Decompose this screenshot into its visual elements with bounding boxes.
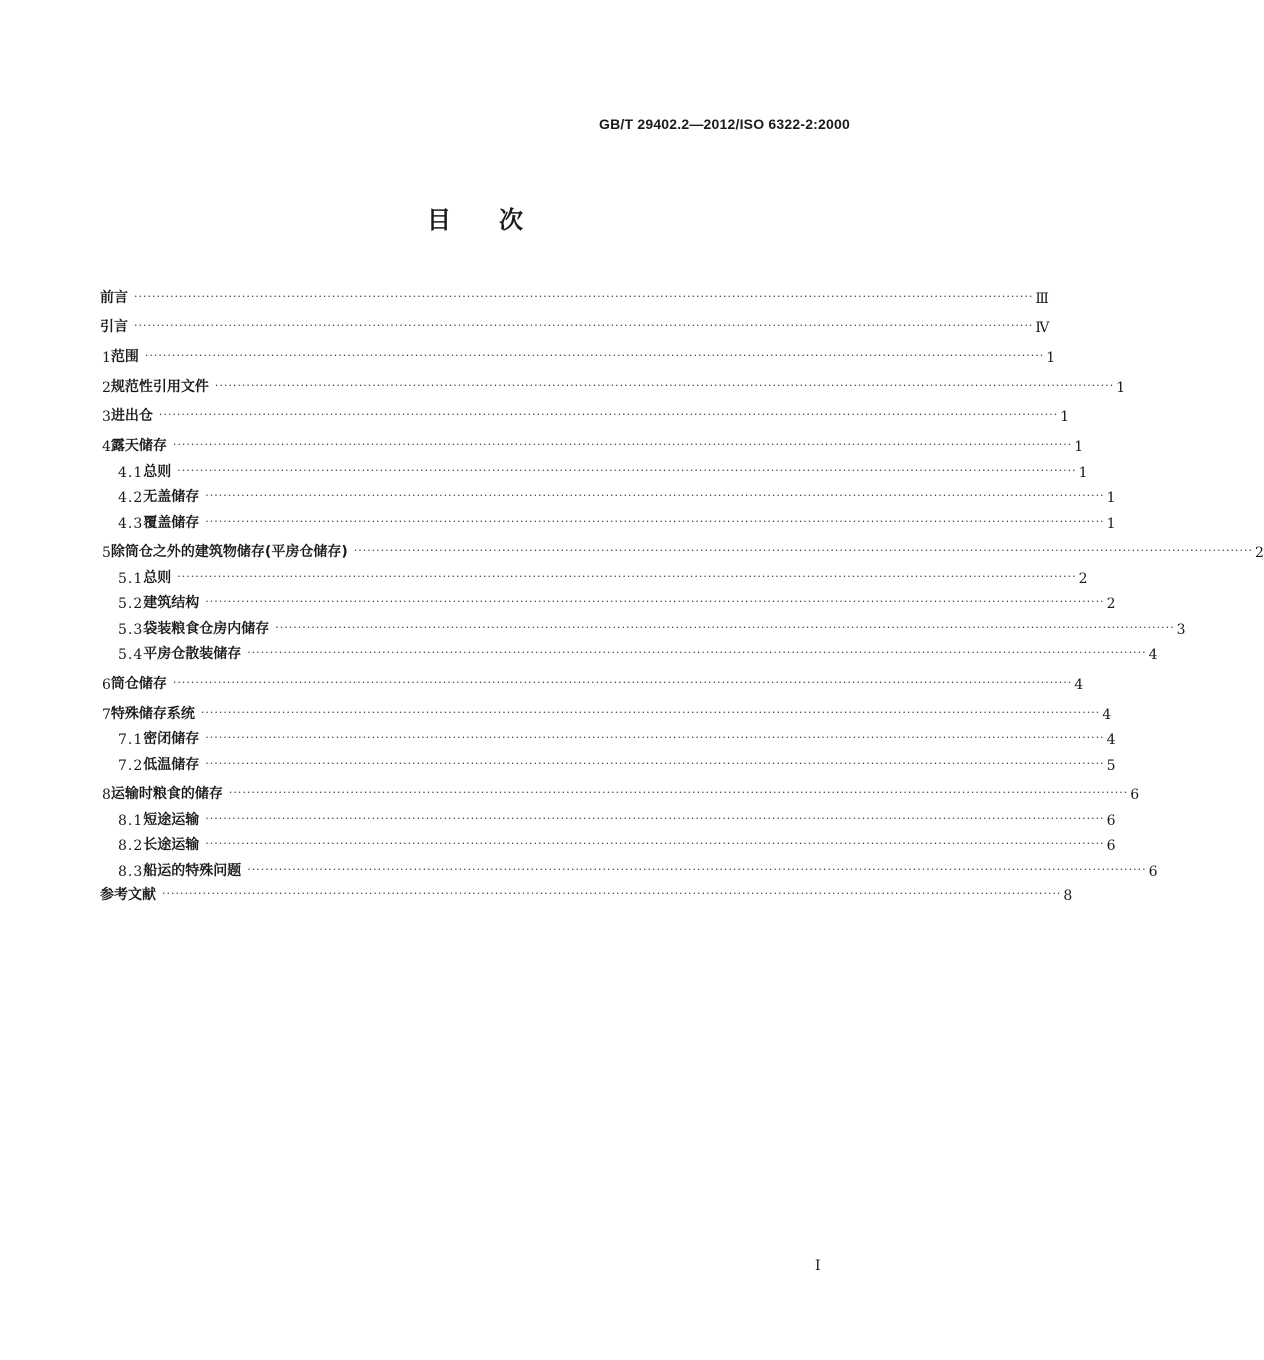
page-number: I [815, 1258, 821, 1274]
toc-entry-number: 2 [102, 379, 111, 396]
toc-entry-page: 1 [1060, 409, 1070, 426]
toc-entry-label: 平房仓散装储存 [143, 646, 242, 663]
toc-entry-page: 6 [1106, 812, 1116, 829]
toc-entry-page: 4 [1102, 706, 1112, 723]
toc-entry-page: 4 [1148, 647, 1158, 664]
toc-entry-label: 短途运输 [143, 811, 200, 828]
toc-entry[interactable] [100, 803, 1116, 829]
toc-entry-number: 5 [102, 545, 111, 562]
toc-entry[interactable] [100, 829, 1116, 855]
toc-entry[interactable] [100, 723, 1116, 749]
toc-entry-number: 4.1 [118, 464, 144, 481]
toc-entry-label: 覆盖储存 [143, 514, 200, 531]
toc-entry[interactable] [100, 277, 1049, 307]
toc-dot-leader: ········································································································································································································ [205, 731, 1105, 745]
toc-entry-label: 总则 [143, 463, 172, 480]
toc-entry-page: 2 [1078, 570, 1088, 587]
toc-dot-leader: ········································································································································································································ [172, 438, 1073, 452]
toc-entry-page: 6 [1148, 863, 1158, 880]
toc-entry-label: 长途运输 [143, 837, 200, 854]
toc-entry[interactable] [100, 506, 1116, 532]
toc-dot-leader: ········································································································································································································ [158, 408, 1059, 422]
toc-dot-leader: ········································································································································································································ [247, 646, 1147, 660]
toc-entry-number: 5.4 [118, 647, 144, 664]
toc-entry-label: 前言 [100, 289, 128, 306]
toc-entry[interactable] [100, 663, 1084, 693]
toc-entry[interactable] [100, 307, 1050, 337]
toc-dot-leader: ········································································································································································································ [205, 489, 1105, 503]
toc-entry-page: 6 [1130, 787, 1140, 804]
toc-entry-page: 1 [1106, 490, 1116, 507]
toc-entry-label: 参考文献 [100, 886, 156, 903]
toc-entry[interactable] [100, 336, 1056, 367]
toc-entry[interactable] [100, 854, 1158, 880]
toc-entry-number: 5.3 [118, 621, 144, 638]
toc-entry-number: 1 [102, 350, 111, 367]
toc-entry[interactable] [100, 366, 1126, 396]
toc-dot-leader: ········································································································································································································ [134, 319, 1034, 333]
table-of-contents [100, 277, 1264, 904]
toc-entry-page: 8 [1063, 887, 1073, 904]
toc-dot-leader: ········································································································································································································ [205, 837, 1105, 851]
toc-dot-leader: ········································································································································································································ [205, 595, 1105, 609]
toc-entry-label: 袋装粮食仓房内储存 [143, 620, 270, 637]
toc-entry-label: 特殊储存系统 [110, 705, 195, 722]
toc-entry-page: 5 [1106, 757, 1116, 774]
toc-entry-number: 4.2 [118, 490, 144, 507]
toc-entry-number: 3 [102, 409, 111, 426]
toc-entry[interactable] [100, 455, 1088, 481]
toc-entry[interactable] [100, 612, 1186, 638]
toc-entry-label: 除筒仓之外的建筑物储存(平房仓储存) [110, 544, 348, 561]
toc-entry-number: 8 [102, 787, 111, 804]
toc-entry-page: Ⅳ [1035, 320, 1050, 337]
toc-entry[interactable] [100, 693, 1112, 723]
toc-entry-page: 2 [1106, 596, 1116, 613]
toc-entry-label: 规范性引用文件 [110, 378, 209, 395]
toc-entry-label: 范围 [110, 349, 139, 366]
toc-entry-number: 8.3 [118, 863, 144, 880]
toc-dot-leader: ········································································································································································································ [172, 676, 1073, 689]
toc-dot-leader: ········································································································································································································ [144, 349, 1045, 363]
toc-dot-leader: ········································································································································································································ [275, 620, 1175, 634]
toc-entry-number: 6 [102, 677, 111, 693]
toc-dot-leader: ········································································································································································································ [205, 756, 1105, 770]
toc-entry-page: 1 [1116, 379, 1126, 396]
toc-entry-number: 8.2 [118, 838, 144, 855]
toc-entry[interactable] [100, 748, 1116, 774]
toc-entry-page: 1 [1106, 515, 1116, 532]
toc-entry-label: 筒仓储存 [110, 676, 167, 692]
toc-entry[interactable] [100, 396, 1070, 426]
toc-dot-leader: ········································································································································································································ [177, 569, 1077, 583]
toc-entry[interactable] [100, 425, 1084, 456]
toc-dot-leader: ········································································································································································································ [205, 514, 1105, 528]
toc-dot-leader: ········································································································································································································ [353, 544, 1254, 558]
toc-entry-number: 5.1 [118, 570, 144, 587]
toc-entry-page: 6 [1106, 838, 1116, 855]
toc-entry-label: 总则 [143, 569, 172, 586]
toc-entry-page: 4 [1074, 677, 1084, 693]
toc-entry[interactable] [100, 481, 1116, 507]
toc-entry-label: 无盖储存 [143, 489, 200, 506]
standard-code: GB/T 29402.2—2012/ISO 6322-2:2000 [599, 116, 850, 132]
toc-dot-leader: ········································································································································································································ [177, 463, 1077, 477]
toc-entry-number: 7.1 [118, 732, 144, 749]
toc-entry-page: 1 [1074, 439, 1084, 456]
toc-entry-label: 露天储存 [110, 438, 167, 455]
toc-entry-label: 进出仓 [110, 408, 153, 425]
toc-dot-leader: ········································································································································································································ [247, 862, 1147, 876]
toc-dot-leader: ········································································································································································································ [228, 786, 1129, 800]
toc-entry-number: 8.1 [118, 812, 144, 829]
toc-entry[interactable] [100, 638, 1158, 664]
toc-entry[interactable] [100, 774, 1140, 804]
toc-dot-leader: ········································································································································································································ [214, 378, 1115, 392]
toc-entry-label: 引言 [100, 319, 128, 336]
toc-entry[interactable] [100, 561, 1088, 587]
toc-entry-page: Ⅲ [1035, 290, 1049, 307]
toc-entry-number: 4 [102, 439, 111, 456]
toc-entry-number: 4.3 [118, 515, 144, 532]
toc-entry-page: 1 [1078, 464, 1088, 481]
toc-entry-page: 4 [1106, 732, 1116, 749]
toc-entry-number: 5.2 [118, 596, 144, 613]
toc-entry-label: 建筑结构 [143, 595, 200, 612]
toc-dot-leader: ········································································································································································································ [205, 811, 1105, 825]
toc-dot-leader: ········································································································································································································ [200, 705, 1101, 719]
toc-entry-page: 1 [1046, 350, 1056, 367]
toc-entry[interactable] [100, 587, 1116, 613]
toc-dot-leader: ········································································································································································································ [162, 886, 1062, 900]
toc-entry-label: 船运的特殊问题 [143, 862, 242, 879]
toc-entry[interactable] [100, 532, 1264, 562]
toc-dot-leader: ········································································································································································································ [134, 289, 1034, 303]
toc-entry[interactable] [100, 880, 1073, 904]
page-title: 目次 [427, 206, 571, 234]
toc-entry-label: 低温储存 [143, 756, 200, 773]
toc-entry-number: 7.2 [118, 757, 144, 774]
toc-entry-label: 密闭储存 [143, 731, 200, 748]
toc-entry-page: 2 [1255, 545, 1264, 562]
toc-entry-page: 3 [1176, 621, 1186, 638]
toc-entry-label: 运输时粮食的储存 [110, 786, 223, 803]
toc-entry-number: 7 [102, 706, 111, 723]
